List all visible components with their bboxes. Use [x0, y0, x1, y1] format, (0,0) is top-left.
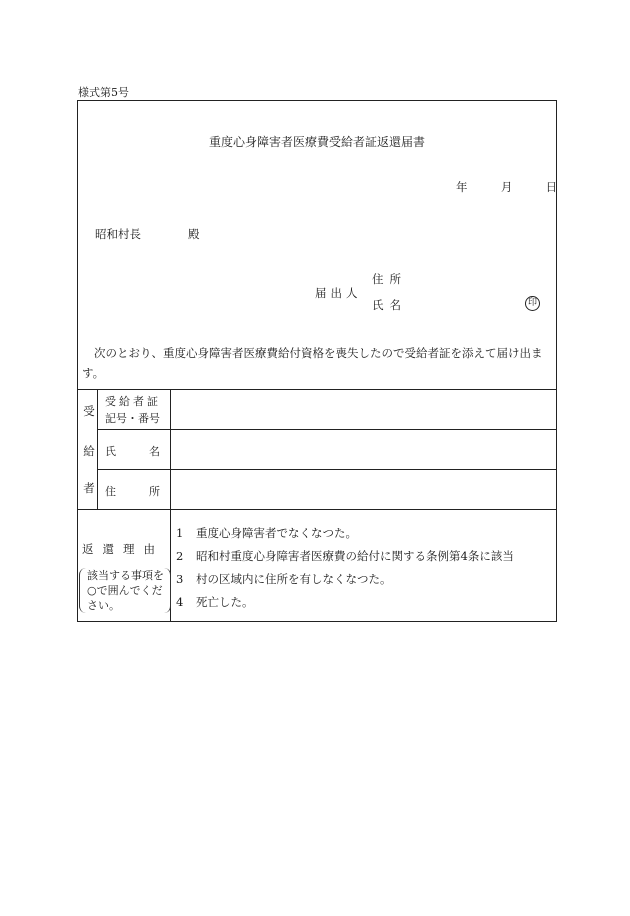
certificate-number-field[interactable]	[172, 391, 555, 428]
return-reason-note	[79, 568, 169, 613]
date-month-label: 月	[500, 180, 513, 194]
divider	[97, 389, 98, 509]
seal-icon: 印	[525, 296, 540, 311]
reason-number: 4	[176, 595, 184, 609]
divider	[97, 469, 557, 470]
bracket-left	[79, 568, 86, 613]
bracket-right	[164, 568, 171, 613]
addressee-suffix: 殿	[188, 227, 200, 241]
recipient-address-label: 住 所	[105, 485, 160, 498]
reason-text: 村の区域内に住所を有しなくなつた。	[196, 572, 392, 586]
recipient-side-char: 給	[83, 444, 95, 458]
reason-item[interactable]	[176, 571, 392, 587]
addressee-name: 昭和村長	[95, 227, 141, 241]
reason-number: 2	[176, 549, 184, 563]
certificate-label-line2: 記号・番号	[105, 412, 160, 425]
recipient-side-char: 者	[83, 481, 95, 495]
reason-item[interactable]	[176, 525, 357, 541]
recipient-name-field[interactable]	[172, 431, 555, 468]
applicant-label: 届出人	[315, 286, 362, 300]
divider	[77, 509, 557, 510]
recipient-address-field[interactable]	[172, 471, 555, 508]
reason-text: 昭和村重度心身障害者医療費の給付に関する条例第4条に該当	[196, 549, 514, 563]
divider	[97, 429, 557, 430]
return-reason-note-text: 該当する事項を○で囲んでください。	[87, 569, 164, 612]
recipient-name-label: 氏 名	[105, 445, 160, 458]
reason-text: 死亡した。	[196, 595, 254, 609]
divider	[77, 389, 557, 390]
document-title: 重度心身障害者医療費受給者証返還届書	[208, 135, 425, 149]
reason-text: 重度心身障害者でなくなつた。	[196, 526, 357, 540]
recipient-side-char: 受	[83, 404, 95, 418]
applicant-name-label: 氏名	[372, 298, 407, 312]
return-reason-title: 返還理由	[82, 542, 164, 556]
certificate-label-line1: 受給者証	[105, 395, 161, 408]
date-year-label: 年	[456, 180, 468, 194]
date-day-label: 日	[545, 180, 558, 194]
reason-number: 1	[176, 526, 184, 540]
reason-number: 3	[176, 572, 184, 586]
statement-text: 次のとおり、重度心身障害者医療費給付資格を喪失したので受給者証を添えて届け出ます。	[82, 346, 543, 380]
applicant-address-label: 住所	[372, 272, 407, 286]
date-line	[456, 179, 557, 195]
reason-item[interactable]	[176, 594, 254, 610]
form-number-label: 様式第5号	[78, 86, 129, 99]
reason-item[interactable]	[176, 548, 514, 564]
